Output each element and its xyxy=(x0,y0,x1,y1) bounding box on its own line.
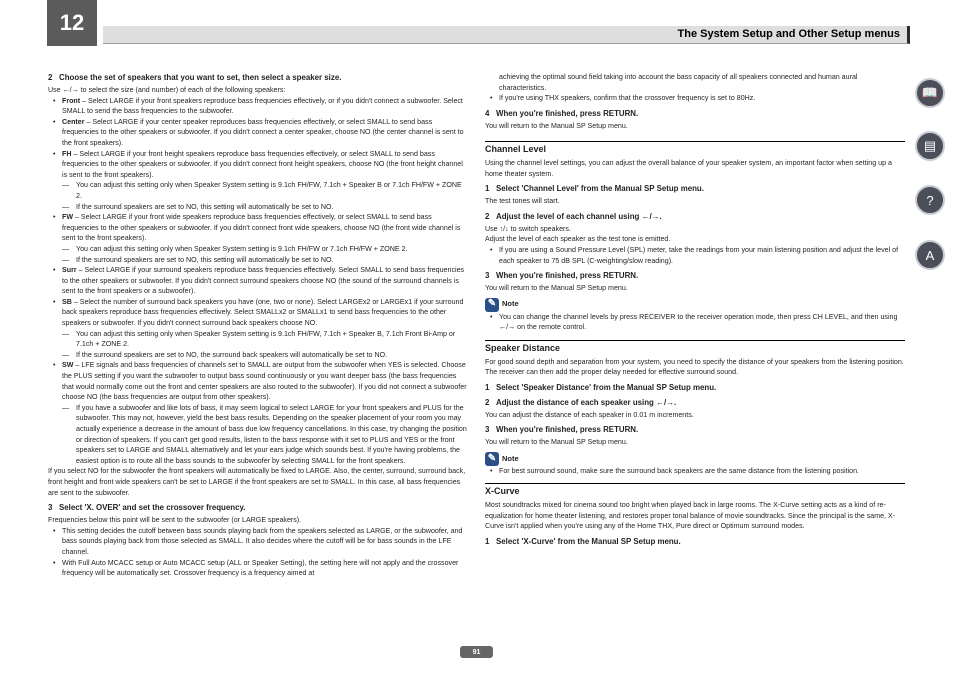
sd-step-2 xyxy=(485,398,905,408)
step-title: When you're finished, press RETURN. xyxy=(496,108,639,118)
cl-step-2-use: Use ↑/↓ to switch speakers. xyxy=(485,224,571,233)
step-title: When you're finished, press RETURN. xyxy=(496,425,639,435)
speaker-list-2 xyxy=(48,212,468,244)
item-label: SB xyxy=(62,297,72,306)
page-number: 91 xyxy=(460,646,493,658)
sd-note-list xyxy=(485,466,905,477)
right-column xyxy=(485,72,905,549)
channel-level-heading: Channel Level xyxy=(485,141,905,155)
xc-step-1 xyxy=(485,537,905,547)
header-bar xyxy=(103,26,910,44)
sw-note-1: — If you have a subwoofer and like lots of bass, it may seem logical to select LARGE for your front speakers and PLUS for the subwoofer. This may not, however, yield the best bass results. Depending on the speaker placement of your room you may actually experience a decrease in the amount of bass due low frequency cancellations. In this case, try changing the position or direction of speakers. If you can't get good results, listen to the bass response with it set to PLUS and YES or the front speakers set to LARGE and SMALL alternatively and let your ears judge which sounds best. If you're having problems, the easiest option is to route all the bass sounds to the subwoofer by selecting SMALL for the front speakers. xyxy=(48,403,468,467)
front-item xyxy=(48,96,468,117)
remote-control-icon[interactable]: ▤ xyxy=(915,131,945,161)
crossover-bullet-1: • This setting decides the cutoff between bass sounds playing back from the speakers selected as LARGE, or the subwoofer, and bass sounds playing back from those selected as SMALL. It also decides where the cutoff will be for bass sounds in the LFE channel. xyxy=(48,526,468,558)
item-label: Front xyxy=(62,96,81,105)
cl-step-2 xyxy=(485,212,905,222)
sw-after-text: If you select NO for the subwoofer the front speakers will automatically be fixed to LARGE. Also, the center, surround, surround back, front height and front wide speakers can't be set to LARGE if the front speakers are set to SMALL. In this case, all bass frequencies are sent to the subwoofer. xyxy=(48,467,466,497)
cl-step-1-text: The test tones will start. xyxy=(485,197,560,206)
fh-note-1: — You can adjust this setting only when Speaker System setting is 9.1ch FH/FW, 7.1ch + Speaker B or 7.1ch FH/FW + ZONE 2. xyxy=(48,180,468,201)
crossover-list xyxy=(48,526,468,579)
cl-step-3-text: You will return to the Manual SP Setup menu. xyxy=(485,284,628,293)
step-title: Choose the set of speakers that you want to set, then select a speaker size. xyxy=(59,73,342,82)
step-title: Select 'X-Curve' from the Manual SP Setup menu. xyxy=(496,536,681,546)
left-column xyxy=(48,73,468,579)
sd-step-3-text: You will return to the Manual SP Setup menu. xyxy=(485,438,628,447)
item-label: FH xyxy=(62,149,72,158)
step-number: 3 xyxy=(48,503,53,513)
note-label: Note xyxy=(502,453,519,463)
step-number: 1 xyxy=(485,184,490,194)
step-title: When you're finished, press RETURN. xyxy=(496,271,639,281)
pencil-icon: ✎ xyxy=(485,452,499,466)
sd-step-3 xyxy=(485,425,905,435)
surr-item xyxy=(48,265,468,297)
speaker-list-4 xyxy=(48,360,468,402)
item-text: – Select the number of surround back speakers you have (one, two or none). Select LARGEx2 or LARGEx1 if your surround back speakers reproduce bass frequencies effectively. Select SMALLx2 or SMALLx1 to send bass frequencies to the other speakers or subwoofer. If you didn't connect surround back speakers choose NO. xyxy=(62,297,464,328)
step-title: Adjust the level of each channel using ←/→. xyxy=(496,211,662,221)
step-4-text: You will return to the Manual SP Setup menu. xyxy=(485,121,628,130)
fw-item xyxy=(48,212,468,244)
cl-step-3 xyxy=(485,271,905,281)
step-3-text: Frequencies below this point will be sent to the subwoofer (or LARGE speakers). xyxy=(48,516,302,525)
fw-note-1: — You can adjust this setting only when Speaker System setting is 9.1ch FH/FW or 7.1ch FH/FW + ZONE 2. xyxy=(48,244,468,255)
sb-note-1: — You can adjust this setting only when Speaker System setting is 9.1ch FH/FW, 7.1ch + Speaker B, 7.1ch Front Bi-Amp or 7.1ch + ZONE 2. xyxy=(48,329,468,350)
cl-note-list xyxy=(485,312,905,333)
item-text: – LFE signals and bass frequencies of channels set to SMALL are output from the subwoofer when YES is selected. Choose the PLUS setting if you want the subwoofer to output bass sound continuously or you want deeper bass (the bass frequencies that would normally come out the front and center speakers are also routed to the subwoofer). If you did not connect a subwoofer choose NO (the bass frequencies are output from other speakers). xyxy=(62,361,467,402)
speaker-distance-intro: For good sound depth and separation from your system, you need to specify the distance of your speakers from the listening position. The receiver can then add the proper delay needed for effective surround sound. xyxy=(485,357,904,377)
fh-note-2: — If the surround speakers are set to NO, this setting will automatically be set to NO. xyxy=(48,202,468,213)
center-item xyxy=(48,117,468,149)
chapter-number: 12 xyxy=(47,0,97,46)
fh-item xyxy=(48,149,468,181)
speaker-list-3 xyxy=(48,265,468,329)
crossover-bullet-2: • With Full Auto MCACC setup or Auto MCACC setup (ALL or Speaker Setting), the setting here will not apply and the crossover frequency will be automatically set. Crossover frequency is a frequency aimed at xyxy=(48,558,468,579)
sw-item xyxy=(48,360,468,402)
item-text: – Select LARGE if your front wide speakers reproduce bass frequencies effectively, or select SMALL to send bass frequencies to the other speakers or subwoofer. If you didn't connect front wide speakers, choose NO (the front wide channel is sent to the front speakers). xyxy=(62,213,461,243)
book-icon[interactable]: 📖 xyxy=(915,78,945,108)
step-number: 1 xyxy=(485,536,490,546)
step-number: 4 xyxy=(485,108,490,118)
item-text: – Select LARGE if your front height speakers reproduce bass frequencies effectively, or select SMALL to send bass frequencies to the other speakers or subwoofer. If you didn't connect front height speakers, choose NO (the front height channel is sent to the front speakers). xyxy=(62,149,463,179)
cl-note-text: • You can change the channel levels by press RECEIVER to the receiver operation mode, then press CH LEVEL, and then using ←/→ on the remote control. xyxy=(485,312,905,333)
spl-bullet: • If you are using a Sound Pressure Level (SPL) meter, take the readings from your main listening position and adjust the level of each speaker to 75 dB SPL (C-weighting/slow reading). xyxy=(485,245,905,266)
thx-list xyxy=(485,93,905,104)
sd-step-1 xyxy=(485,383,905,393)
step-2-heading xyxy=(48,73,468,83)
step-4-heading xyxy=(485,109,905,119)
continued-text: achieving the optimal sound field taking into account the bass capacity of all speakers connected and human aural characteristics. xyxy=(499,73,858,92)
x-curve-heading: X-Curve xyxy=(485,483,905,497)
step-title: Adjust the distance of each speaker using ←/→. xyxy=(496,397,677,407)
fw-note-2: — If the surround speakers are set to NO, this setting will automatically be set to NO. xyxy=(48,255,468,266)
item-text: – Select LARGE if your front speakers reproduce bass frequencies effectively, or if you didn't connect a subwoofer. Select SMALL to send the bass frequencies to the subwoofer. xyxy=(62,96,463,116)
step-number: 3 xyxy=(485,271,490,281)
step-number: 2 xyxy=(485,397,490,407)
sd-note-text: • For best surround sound, make sure the surround back speakers are the same distance from the listening position. xyxy=(485,466,905,477)
step-number: 2 xyxy=(485,211,490,221)
sd-note-heading xyxy=(485,452,905,466)
item-label: SW xyxy=(62,361,74,370)
pencil-icon: ✎ xyxy=(485,298,499,312)
note-label: Note xyxy=(502,299,519,309)
step-title: Select 'X. OVER' and set the crossover frequency. xyxy=(59,503,246,513)
sd-step-2-text: You can adjust the distance of each speaker in 0.01 m increments. xyxy=(485,410,694,419)
cl-note-heading xyxy=(485,298,905,312)
page-title: The System Setup and Other Setup menus xyxy=(677,28,900,40)
spl-list xyxy=(485,245,905,266)
sb-note-2: — If the surround speakers are set to NO, the surround back speakers will automatically be set to NO. xyxy=(48,350,468,361)
step-title: Select 'Speaker Distance' from the Manual SP Setup menu. xyxy=(496,382,717,392)
step-3-heading xyxy=(48,503,468,513)
sb-item xyxy=(48,297,468,329)
step-title: Select 'Channel Level' from the Manual SP Setup menu. xyxy=(496,184,704,194)
channel-level-intro: Using the channel level settings, you can adjust the overall balance of your speaker system, an important factor when setting up a home theater system. xyxy=(485,158,892,178)
step-number: 1 xyxy=(485,382,490,392)
item-label: Surr xyxy=(62,266,77,275)
cl-step-1 xyxy=(485,184,905,194)
speaker-distance-heading: Speaker Distance xyxy=(485,340,905,354)
item-label: Center xyxy=(62,117,85,126)
item-text: – Select LARGE if your surround speakers reproduce bass frequencies effectively. Select SMALL to send bass frequencies to the other speakers or subwoofer. If you didn't connect surround speakers choose NO (the sound of the surround channels is sent to the front speakers or a subwoofer). xyxy=(62,266,465,296)
step-number: 2 xyxy=(48,73,53,82)
question-mark-icon[interactable]: ? xyxy=(915,185,945,215)
step-2-use: Use ←/→ to select the size (and number) of each of the following speakers: xyxy=(48,86,286,94)
thx-bullet: • If you're using THX speakers, confirm that the crossover frequency is set to 80Hz. xyxy=(485,93,905,104)
cl-step-2-text: Adjust the level of each speaker as the test tone is emitted. xyxy=(485,235,671,244)
item-label: FW xyxy=(62,213,74,222)
index-icon[interactable]: A xyxy=(915,240,945,270)
speaker-list xyxy=(48,96,468,181)
item-text: – Select LARGE if your center speaker reproduces bass frequencies effectively, or select SMALL to send bass frequencies to the other speakers or subwoofer. If you didn't connect a center speaker, choose NO (the center channel is sent to the front speakers). xyxy=(62,117,464,147)
x-curve-intro: Most soundtracks mixed for cinema sound too bright when played back in large rooms. The X-Curve setting acts as a kind of re-equalization for home theater listening, and restores proper tonal balance of movie soundtracks. Since the principal is the same, X-Curve isn't applied when you're using any of the Home THX, Pure direct or Optimum surround modes. xyxy=(485,501,896,531)
step-number: 3 xyxy=(485,425,490,435)
